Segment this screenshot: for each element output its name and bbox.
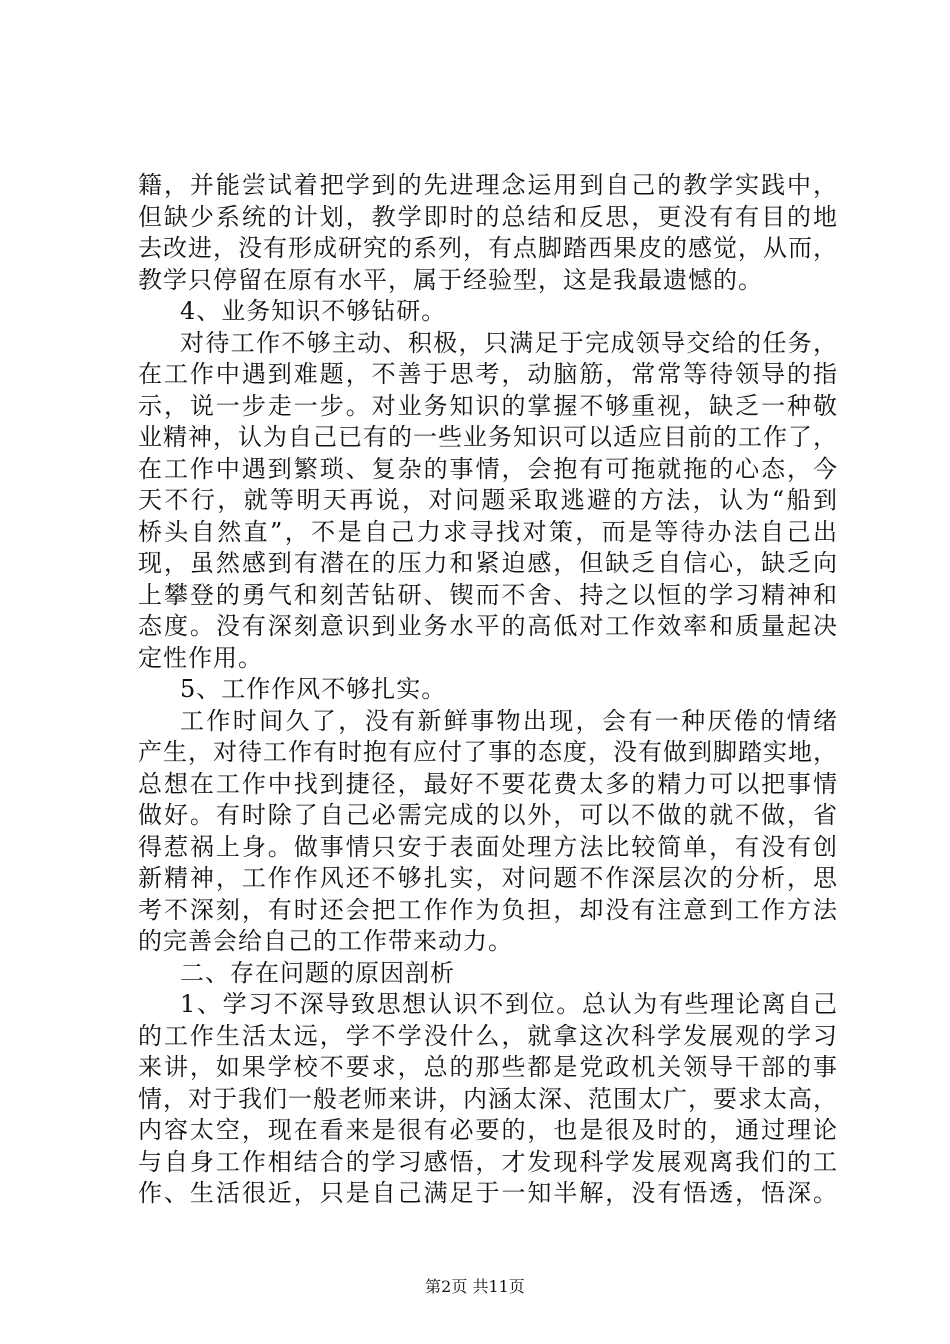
text-line: 籍，并能尝试着把学到的先进理念运用到自己的教学实践中，	[138, 171, 838, 199]
text-line: 业精神，认为自己已有的一些业务知识可以适应目前的工作了，	[138, 423, 838, 451]
text-line: 但缺少系统的计划，教学即时的总结和反思，更没有有目的地	[138, 202, 838, 231]
text-line: 的工作生活太远，学不学没什么，就拿这次科学发展观的学习	[138, 1021, 838, 1050]
text-line: 对待工作不够主动、积极，只满足于完成领导交给的任务，	[180, 328, 838, 357]
document-body	[138, 170, 838, 1210]
text-line: 内容太空，现在看来是很有必要的，也是很及时的，通过理论	[138, 1116, 838, 1144]
text-line: 的完善会给自己的工作带来动力。	[138, 927, 513, 955]
text-line: 桥头自然直”，不是自己力求寻找对策，而是等待办法自己出	[138, 517, 838, 546]
text-line: 1、学习不深导致思想认识不到位。总认为有些理论离自己	[180, 990, 838, 1018]
text-line: 态度。没有深刻意识到业务水平的高低对工作效率和质量起决	[138, 612, 838, 640]
text-line: 工作时间久了，没有新鲜事物出现，会有一种厌倦的情绪	[180, 706, 838, 735]
page-number-label: 第2页 共11页	[425, 1277, 525, 1296]
text-line: 示，说一步走一步。对业务知识的掌握不够重视，缺乏一种敬	[138, 391, 838, 420]
text-line: 在工作中遇到繁琐、复杂的事情，会抱有可拖就拖的心态，今	[138, 454, 838, 483]
text-line: 二、存在问题的原因剖析	[180, 958, 455, 987]
text-line: 新精神，工作作风还不够扎实，对问题不作深层次的分析，思	[138, 864, 838, 892]
text-line: 与自身工作相结合的学习感悟，才发现科学发展观离我们的工	[138, 1147, 838, 1176]
text-line: 定性作用。	[138, 643, 263, 672]
text-line: 上攀登的勇气和刻苦钻研、锲而不舍、持之以恒的学习精神和	[138, 580, 838, 609]
text-line: 5、工作作风不够扎实。	[180, 675, 447, 703]
text-line: 去改进，没有形成研究的系列，有点脚踏西果皮的感觉，从而，	[138, 234, 838, 262]
text-line: 在工作中遇到难题，不善于思考，动脑筋，常常等待领导的指	[138, 360, 838, 388]
text-line: 考不深刻，有时还会把工作作为负担，却没有注意到工作方法	[138, 895, 838, 924]
text-line: 做好。有时除了自己必需完成的以外，可以不做的就不做，省	[138, 801, 838, 829]
text-line: 情，对于我们一般老师来讲，内涵太深、范围太广，要求太高，	[138, 1084, 838, 1113]
text-line: 来讲，如果学校不要求，总的那些都是党政机关领导干部的事	[138, 1053, 838, 1081]
text-line: 总想在工作中找到捷径，最好不要花费太多的精力可以把事情	[138, 769, 838, 798]
text-line: 天不行，就等明天再说，对问题采取逃避的方法，认为“船到	[138, 486, 838, 514]
text-line: 现，虽然感到有潜在的压力和紧迫感，但缺乏自信心，缺乏向	[138, 549, 838, 577]
text-line: 得惹祸上身。做事情只安于表面处理方法比较简单，有没有创	[138, 832, 838, 861]
text-line: 教学只停留在原有水平，属于经验型，这是我最遗憾的。	[138, 265, 763, 294]
page-footer	[0, 1274, 950, 1297]
text-line: 产生，对待工作有时抱有应付了事的态度，没有做到脚踏实地，	[138, 738, 838, 766]
text-line: 4、业务知识不够钻研。	[180, 297, 447, 325]
text-line: 作、生活很近，只是自己满足于一知半解，没有悟透，悟深。	[138, 1179, 838, 1207]
